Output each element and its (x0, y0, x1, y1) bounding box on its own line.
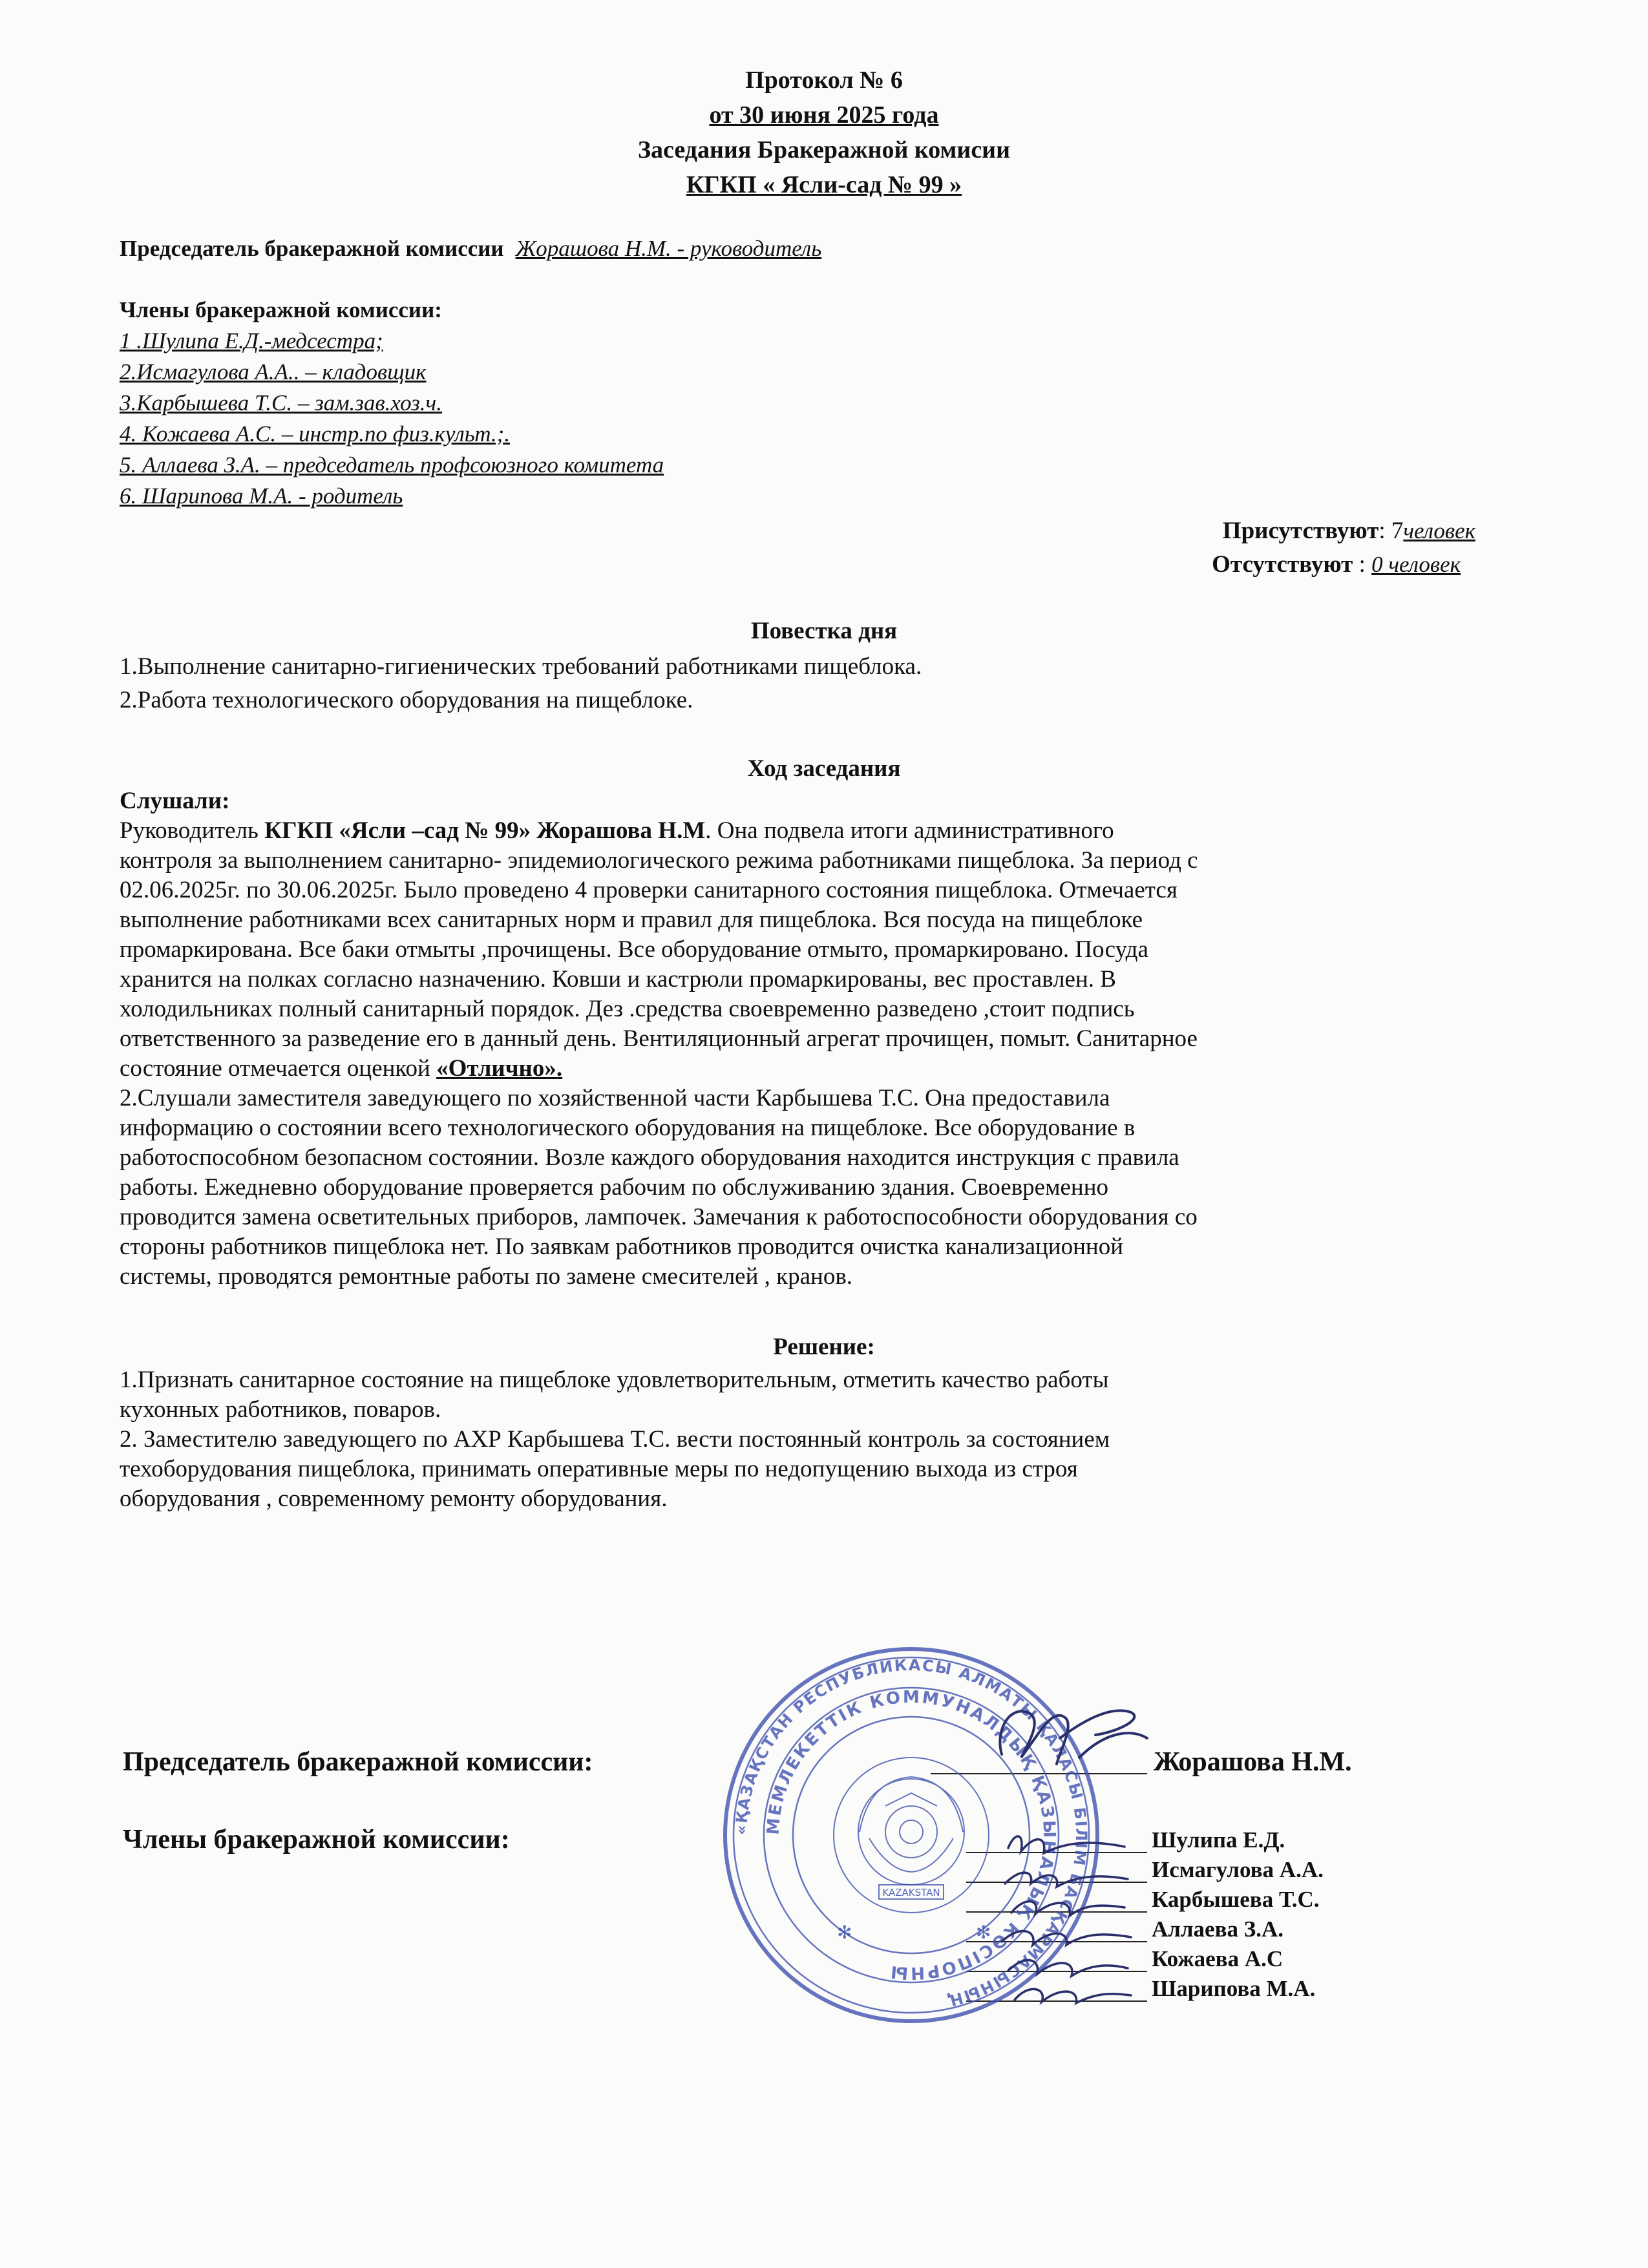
member-item: 1 .Шулипа Е.Д.-медсестра; (120, 328, 383, 353)
chairman-value: Жорашова Н.М. - руководитель (515, 236, 822, 261)
p1-line: промаркирована. Все баки отмыты ,прочищены. Все оборудование отмыто, промаркировано. Посуда (120, 936, 1148, 963)
member-item: 5. Аллаева З.А. – председатель профсоюзного комитета (120, 452, 664, 478)
member-sign-name: Карбышева Т.С. (1152, 1887, 1320, 1912)
p2-line: 2.Слушали заместителя заведующего по хозяйственной части Карбышева Т.С. Она предоставила (120, 1085, 1110, 1111)
p2-line: информацию о состоянии всего технологического оборудования на пищеблоке. Все оборудование в (120, 1115, 1136, 1141)
p2-line: стороны работников пищеблока нет. По заявкам работников проводится очистка канализационной (120, 1234, 1124, 1260)
stamp-outer-text: «ҚАЗАҚСТАН РЕСПУБЛИКАСЫ АЛМАТЫ ҚАЛАСЫ БІЛІМ БАСҚАРМАСЫНЫҢ (732, 1655, 1091, 2010)
agenda-item: 1.Выполнение санитарно-гигиенических требований работниками пищеблока. (120, 653, 922, 680)
p2-line: работоспособном безопасном состоянии. Возле каждого оборудования находится инструкция с правила (120, 1144, 1179, 1171)
grade-excellent: «Отлично». (436, 1055, 563, 1082)
member-sign-name: Кожаева А.С (1152, 1946, 1284, 1971)
chairman-label: Председатель бракеражной комиссии (120, 236, 504, 261)
agenda-item: 2.Работа технологического оборудования на пищеблоке. (120, 687, 693, 713)
member-sign-name: Шулипа Е.Д. (1152, 1827, 1285, 1853)
p1-line: холодильниках полный санитарный порядок. Дез .средства своевременно разведено ,стоит подпись (120, 996, 1135, 1022)
protocol-subtitle: Заседания Бракеражной комисии (638, 136, 1010, 163)
protocol-date: от 30 июня 2025 года (709, 101, 939, 129)
stamp-inner-text: МЕМЛЕКЕТТІК КОММУНАЛДЫҚ ҚАЗЫНАЛЫҚ КӘСІПОРНЫ (763, 1687, 1059, 1983)
p1-last-line: состояние отмечается оценкой «Отлично». (120, 1055, 563, 1082)
member-sign-name: Аллаева З.А. (1152, 1916, 1284, 1942)
protocol-title: Протокол № 6 (745, 67, 903, 94)
stamp-center-label: KAZAKSTAN (882, 1887, 940, 1898)
decision-line: 2. Заместителю заведующего по АХР Карбышева Т.С. вести постоянный контроль за состоянием (120, 1426, 1110, 1453)
member-item: 3.Карбышева Т.С. – зам.зав.хоз.ч. (120, 390, 442, 415)
protocol-org: КГКП « Ясли-сад № 99 » (686, 171, 962, 198)
svg-text:✻: ✻ (976, 1922, 991, 1943)
p1-line: ответственного за разведение его в данный день. Вентиляционный агрегат прочищен, помыт. Санитарное (120, 1025, 1198, 1052)
decision-title: Решение: (773, 1334, 875, 1360)
present-line: Присутствуют: 7человек (1222, 518, 1475, 544)
p1-line: контроля за выполнением санитарно- эпидемиологического режима работниками пищеблока. За период с (120, 847, 1198, 874)
p1-first-line: Руководитель КГКП «Ясли –сад № 99» Жорашова Н.М. Она подвела итоги административного (120, 817, 1114, 844)
members-label: Члены бракеражной комиссии: (120, 297, 442, 322)
p2-line: системы, проводятся ремонтные работы по замене смесителей , кранов. (120, 1263, 853, 1290)
chair-signature-icon (982, 1693, 1157, 1777)
chair-sign-name: Жорашова Н.М. (1154, 1747, 1352, 1777)
heard-label: Слушали: (120, 788, 230, 814)
meeting-title: Ход заседания (747, 755, 901, 782)
p2-line: проводится замена осветительных приборов, лампочек. Замечания к работоспособности оборудования со (120, 1204, 1198, 1230)
member-item: 2.Исмагулова А.А.. – кладовщик (120, 359, 427, 384)
members-signatures-icon (995, 1822, 1144, 2010)
decision-line: оборудования , современному ремонту оборудования. (120, 1486, 668, 1512)
decision-line: техоборудования пищеблока, принимать оперативные меры по недопущению выхода из строя (120, 1456, 1078, 1482)
svg-text:✻: ✻ (837, 1922, 852, 1943)
p2-line: работы. Ежедневно оборудование проверяется рабочим по обслуживанию здания. Своевременно (120, 1174, 1109, 1201)
chair-sign-label: Председатель бракеражной комиссии: (123, 1747, 593, 1777)
member-sign-name: Исмагулова А.А. (1152, 1857, 1324, 1882)
member-item: 4. Кожаева А.С. – инстр.по физ.культ.;. (120, 421, 511, 446)
member-sign-name: Шарипова М.А. (1152, 1976, 1316, 2001)
decision-line: кухонных работников, поваров. (120, 1396, 441, 1423)
absent-line: Отсутствуют : 0 человек (1212, 551, 1461, 578)
p1-line: хранится на полках согласно назначению. Ковши и кастрюли промаркированы, вес проставлен. В (120, 966, 1116, 992)
chairman-line (120, 236, 821, 262)
member-item: 6. Шарипова М.А. - родитель (120, 483, 403, 509)
decision-line: 1.Признать санитарное состояние на пищеблоке удовлетворительным, отметить качество работы (120, 1367, 1109, 1393)
members-sign-label: Члены бракеражной комиссии: (123, 1825, 510, 1854)
agenda-title: Повестка дня (750, 618, 898, 644)
p1-line: 02.06.2025г. по 30.06.2025г. Было проведено 4 проверки санитарного состояния пищеблока. Отмечается (120, 877, 1178, 903)
p1-line: выполнение работниками всех санитарных норм и правил для пищеблока. Вся посуда на пищеблоке (120, 907, 1143, 933)
